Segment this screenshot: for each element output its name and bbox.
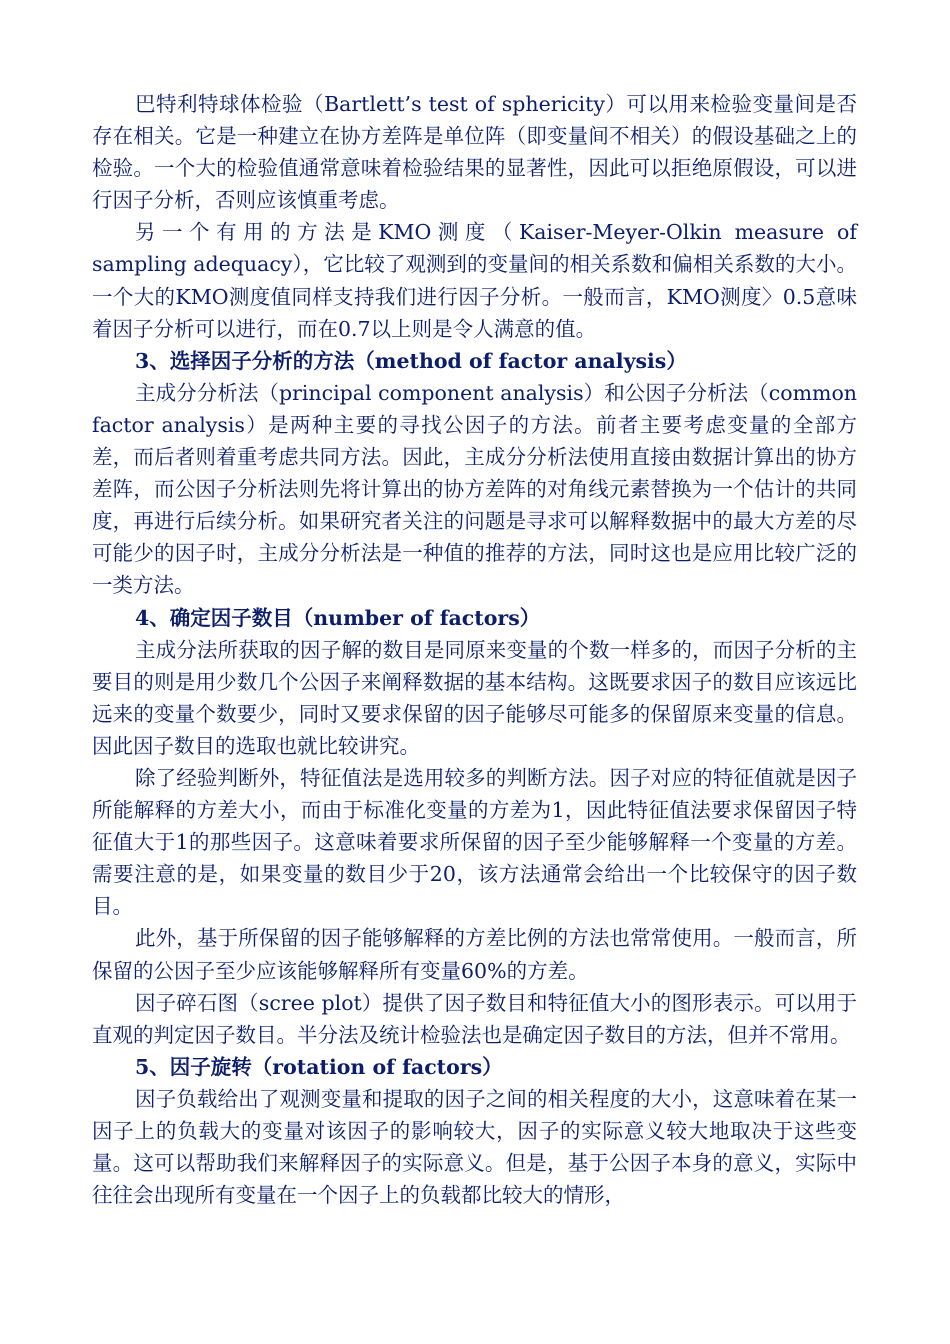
paragraph-kmo: 另一个有用的方法是KMO测度（Kaiser-Meyer-Olkin measure of sampling adequacy），它比较了观测到的变量间的相关系数和偏相关系数的大小。一个大的KMO测度值同样支持我们进行因子分析。一般而言，KMO测度〉0.5意味着因子分析可以进行，而在0.7以上则是令人满意的值。: [92, 220, 857, 341]
paragraph-bartlett: 巴特利特球体检验（Bartlett’s test of sphericity）可以用来检验变量间是否存在相关。它是一种建立在协方差阵是单位阵（即变量间不相关）的假设基础之上的检验。一个大的检验值通常意味着检验结果的显著性，因此可以拒绝原假设，可以进行因子分析，否则应该慎重考虑。: [92, 92, 857, 213]
heading-section-4: 4、确定因子数目（number of factors）: [135, 605, 541, 630]
document-page: [92, 88, 857, 1211]
paragraph-variance-ratio: 此外，基于所保留的因子能够解释的方差比例的方法也常常使用。一般而言，所保留的公因子至少应该能够解释所有变量60%的方差。: [92, 926, 857, 983]
paragraph-eigenvalue: 除了经验判断外，特征值法是选用较多的判断方法。因子对应的特征值就是因子所能解释的方差大小，而由于标准化变量的方差为1，因此特征值法要求保留因子特征值大于1的那些因子。这意味着要求所保留的因子至少能够解释一个变量的方差。需要注意的是，如果变量的数目少于20，该方法通常会给出一个比较保守的因子数目。: [92, 765, 857, 919]
paragraph-number-intro: 主成分法所获取的因子解的数目是同原来变量的个数一样多的，而因子分析的主要目的则是用少数几个公因子来阐释数据的基本结构。这既要求因子的数目应该远比远来的变量个数要少，同时又要求保留的因子能够尽可能多的保留原来变量的信息。因此因子数目的选取也就比较讲究。: [92, 637, 857, 758]
paragraph-method: 主成分分析法（principal component analysis）和公因子分析法（common factor analysis）是两种主要的寻找公因子的方法。前者主要考虑变量的全部方差，而后者则着重考虑共同方法。因此，主成分分析法使用直接由数据计算出的协方差阵，而公因子分析法则先将计算出的协方差阵的对角线元素替换为一个估计的共同度，再进行后续分析。如果研究者关注的问题是寻求可以解释数据中的最大方差的尽可能少的因子时，主成分分析法是一种值的推荐的方法，同时这也是应用比较广泛的一类方法。: [92, 380, 857, 598]
heading-section-5: 5、因子旋转（rotation of factors）: [135, 1054, 503, 1079]
heading-section-3: 3、选择因子分析的方法（method of factor analysis）: [135, 348, 687, 373]
paragraph-scree: 因子碎石图（scree plot）提供了因子数目和特征值大小的图形表示。可以用于直观的判定因子数目。半分法及统计检验法也是确定因子数目的方法，但并不常用。: [92, 990, 857, 1047]
paragraph-rotation: 因子负载给出了观测变量和提取的因子之间的相关程度的大小，这意味着在某一因子上的负载大的变量对该因子的影响较大，因子的实际意义较大地取决于这些变量。这可以帮助我们来解释因子的实际意义。但是，基于公因子本身的意义，实际中往往会出现所有变量在一个因子上的负载都比较大的情形，: [92, 1086, 857, 1208]
